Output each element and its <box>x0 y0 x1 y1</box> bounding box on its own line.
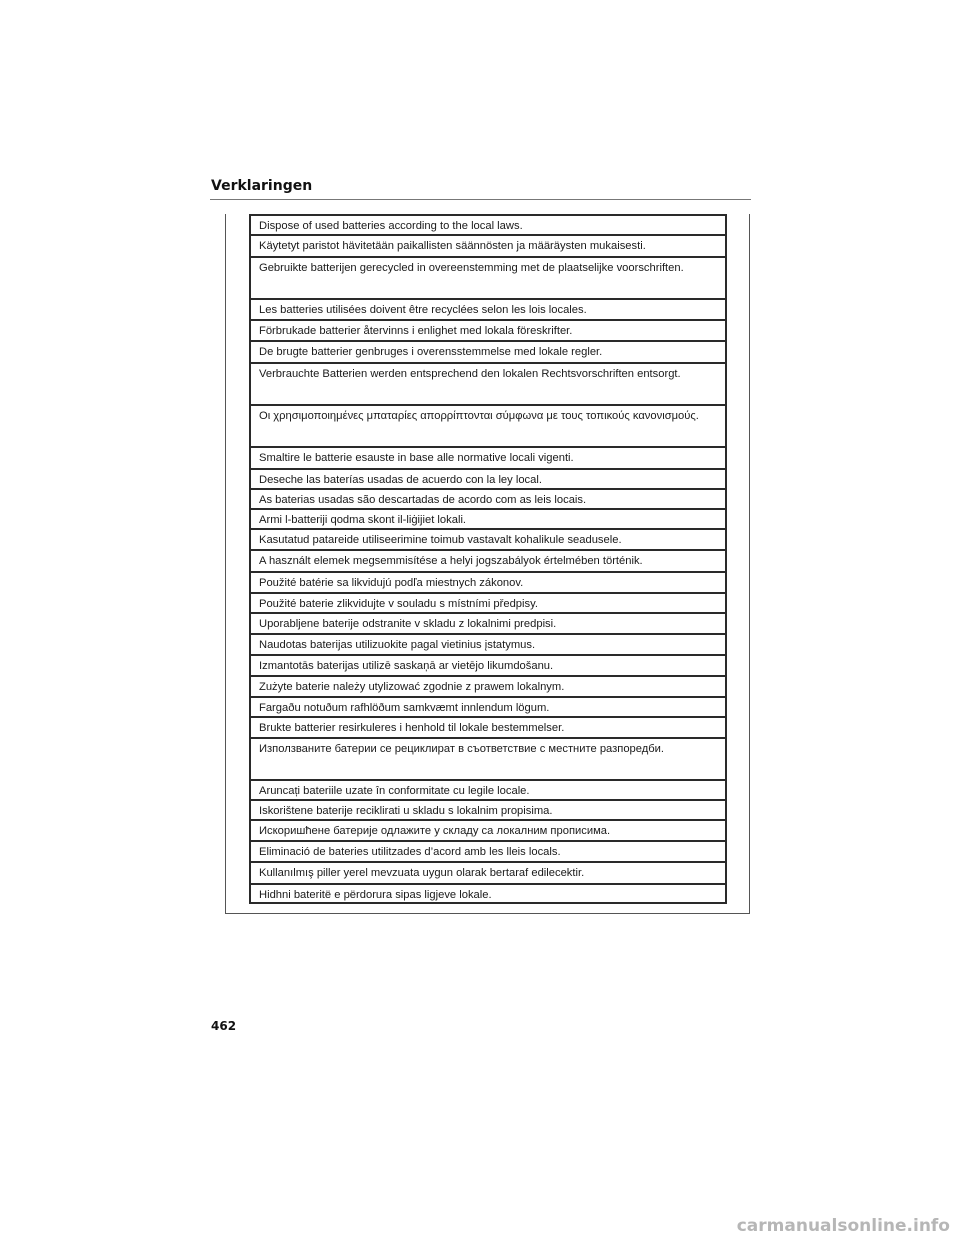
table-row: A használt elemek megsemmisítése a helyi jogszabályok értelmében történik. <box>251 549 725 571</box>
table-row: Kasutatud patareide utiliseerimine toimub vastavalt kohalikule seadusele. <box>251 528 725 549</box>
table-row: Verbrauchte Batterien werden entsprechend den lokalen Rechtsvorschriften entsorgt. <box>251 362 725 404</box>
table-row: Οι χρησιμοποιημένες μπαταρίες απορρίπτονται σύμφωνα με τους τοπικούς κανονισμούς. <box>251 404 725 446</box>
table-row: Kullanılmış piller yerel mevzuata uygun olarak bertaraf edilecektir. <box>251 861 725 883</box>
page-number: 462 <box>211 1019 237 1033</box>
table-row: Uporabljene baterije odstranite v skladu z lokalnimi predpisi. <box>251 612 725 633</box>
table-row: As baterias usadas são descartadas de acordo com as leis locais. <box>251 488 725 508</box>
table-row: Aruncați bateriile uzate în conformitate cu legile locale. <box>251 779 725 799</box>
table-row: Gebruikte batterijen gerecycled in overeenstemming met de plaatselijke voorschriften. <box>251 256 725 298</box>
watermark-text[interactable]: carmanualsonline.info <box>736 1216 950 1236</box>
table-row: Použité batérie sa likvidujú podľa miestnych zákonov. <box>251 571 725 592</box>
table-row: Hidhni bateritë e përdorura sipas ligjeve lokale. <box>251 883 725 904</box>
table-row: Fargaðu notuðum rafhlöðum samkvæmt innlendum lögum. <box>251 696 725 716</box>
table-row: Deseche las baterías usadas de acuerdo con la ley local. <box>251 468 725 488</box>
table-row: Искоришћене батерије одлажите у складу са локалним прописима. <box>251 819 725 840</box>
section-title: Verklaringen <box>211 178 313 194</box>
table-row: Използваните батерии се рециклират в съответствие с местните разпоредби. <box>251 737 725 779</box>
disposal-statements-table <box>249 214 727 904</box>
table-row: Iskorištene baterije reciklirati u skladu s lokalnim propisima. <box>251 799 725 819</box>
table-row: Izmantotās baterijas utilizē saskaņā ar vietējo likumdošanu. <box>251 654 725 675</box>
table-row: Naudotas baterijas utilizuokite pagal vietinius įstatymus. <box>251 633 725 654</box>
table-row: Brukte batterier resirkuleres i henhold til lokale bestemmelser. <box>251 716 725 737</box>
table-row: Zużyte baterie należy utylizować zgodnie z prawem lokalnym. <box>251 675 725 696</box>
table-row: Förbrukade batterier återvinns i enlighet med lokala föreskrifter. <box>251 319 725 340</box>
table-row: Armi l-batteriji qodma skont il-liġijiet lokali. <box>251 508 725 528</box>
table-row: Käytetyt paristot hävitetään paikallisten säännösten ja määräysten mukaisesti. <box>251 234 725 256</box>
title-divider <box>210 199 751 200</box>
table-row: De brugte batterier genbruges i overensstemmelse med lokale regler. <box>251 340 725 362</box>
table-row: Použité baterie zlikvidujte v souladu s místními předpisy. <box>251 592 725 612</box>
table-row: Eliminació de bateries utilitzades d’acord amb les lleis locals. <box>251 840 725 861</box>
table-row: Les batteries utilisées doivent être recyclées selon les lois locales. <box>251 298 725 319</box>
table-row: Smaltire le batterie esauste in base alle normative locali vigenti. <box>251 446 725 468</box>
table-row: Dispose of used batteries according to the local laws. <box>251 214 725 234</box>
